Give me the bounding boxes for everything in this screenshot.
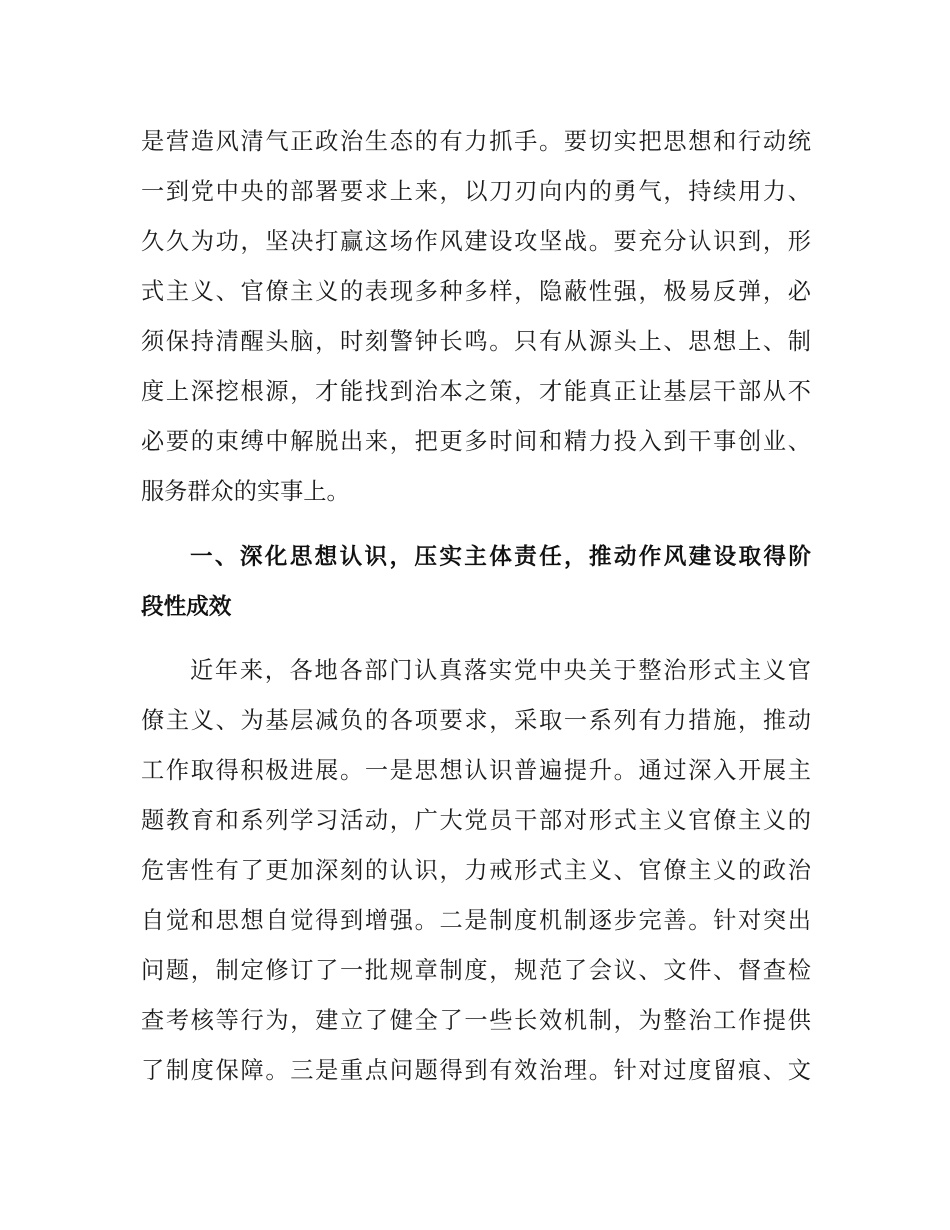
body-paragraph-line: 工作取得积极进展。一是思想认识普遍提升。通过深入开展主 xyxy=(141,757,811,784)
body-paragraph-line: 了制度保障。三是重点问题得到有效治理。针对过度留痕、文 xyxy=(141,1057,811,1084)
intro-paragraph-line: 服务群众的实事上。 xyxy=(141,478,350,505)
body-paragraph-line: 查考核等行为，建立了健全了一些长效机制，为整治工作提供 xyxy=(141,1007,811,1034)
intro-paragraph-line: 必要的束缚中解脱出来，把更多时间和精力投入到干事创业、 xyxy=(141,428,811,455)
body-paragraph-line: 自觉和思想自觉得到增强。二是制度机制逐步完善。针对突出 xyxy=(141,907,811,934)
body-paragraph-line: 题教育和系列学习活动，广大党员干部对形式主义官僚主义的 xyxy=(141,807,811,834)
body-paragraph-line: 问题，制定修订了一批规章制度，规范了会议、文件、督查检 xyxy=(141,957,811,984)
intro-paragraph-line: 须保持清醒头脑，时刻警钟长鸣。只有从源头上、思想上、制 xyxy=(141,328,811,355)
intro-paragraph-line: 式主义、官僚主义的表现多种多样，隐蔽性强，极易反弹，必 xyxy=(141,278,811,305)
intro-paragraph-line: 度上深挖根源，才能找到治本之策，才能真正让基层干部从不 xyxy=(141,378,811,405)
body-paragraph-line: 危害性有了更加深刻的认识，力戒形式主义、官僚主义的政治 xyxy=(141,857,811,884)
body-paragraph-line: 近年来，各地各部门认真落实党中央关于整治形式主义官 xyxy=(190,657,811,684)
section-heading: 段性成效 xyxy=(141,594,232,620)
section-heading: 一、深化思想认识，压实主体责任，推动作风建设取得阶 xyxy=(190,544,811,570)
intro-paragraph-line: 是营造风清气正政治生态的有力抓手。要切实把思想和行动统 xyxy=(141,128,811,155)
intro-paragraph-line: 久久为功，坚决打赢这场作风建设攻坚战。要充分认识到，形 xyxy=(141,228,811,255)
body-paragraph-line: 僚主义、为基层减负的各项要求，采取一系列有力措施，推动 xyxy=(141,707,811,734)
intro-paragraph-line: 一到党中央的部署要求上来，以刀刃向内的勇气，持续用力、 xyxy=(141,178,811,205)
